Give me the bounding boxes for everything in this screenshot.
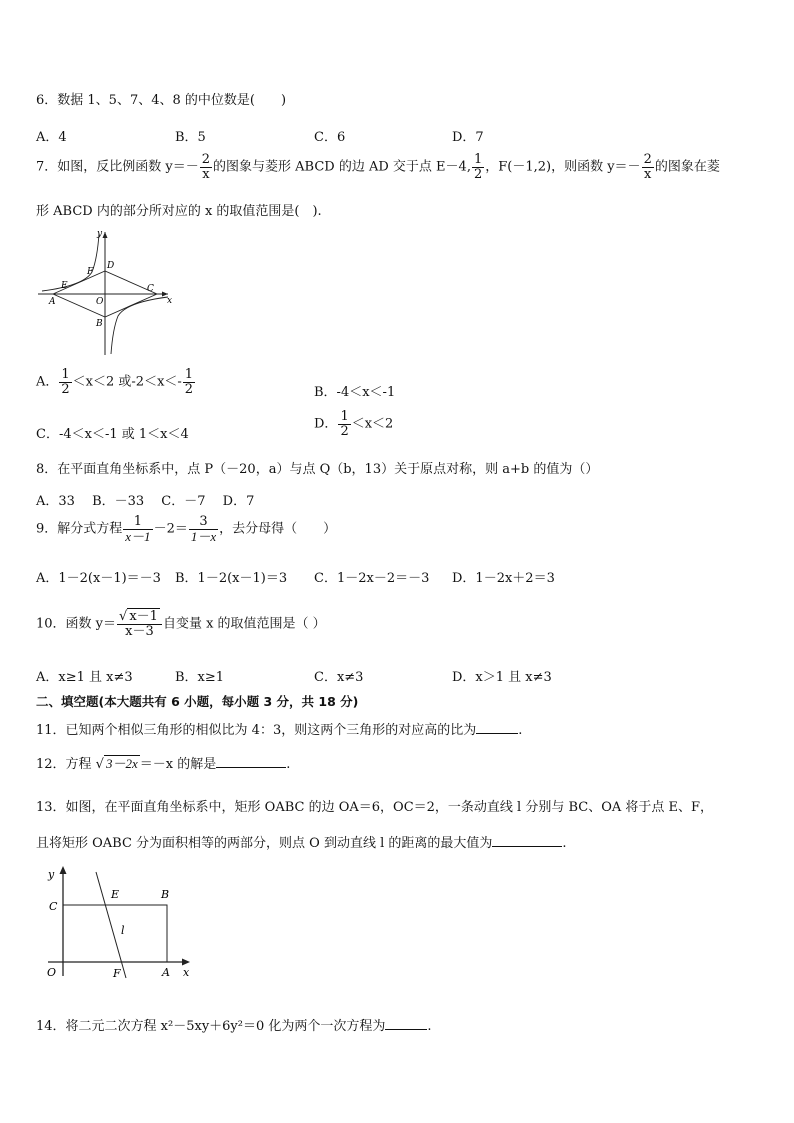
q14-stem: 14．将二元二次方程 x²－5xy＋6y²＝0 化为两个一次方程为 .	[36, 1019, 432, 1034]
q10-option-b: B．x≥1	[175, 670, 225, 685]
q13-answer-blank	[492, 846, 562, 847]
q13-fig-label-f: F	[113, 967, 121, 980]
q13-fig-label-b: B	[161, 888, 170, 901]
q11-stem: 11．已知两个相似三角形的相似比为 4：3，则这两个三角形的对应高的比为 .	[36, 723, 523, 738]
q13-stem-line1: 13．如图，在平面直角坐标系中，矩形 OABC 的边 OA＝6，OC＝2，一条动直线 l 分别与 BC、OA 将于点 E、F，	[36, 800, 714, 815]
q6-option-c: C．6	[314, 130, 346, 145]
q7-option-a: A． $\frac{1}{2}$ ＜x＜2 或-2＜x＜- $\frac{1}{2}$	[36, 367, 194, 397]
q7-option-d: D． $\frac{1}{2}$ ＜x＜2	[314, 409, 394, 439]
q12-stem: 12．方程 √ 3－2x ＝－x 的解是 .	[36, 756, 291, 772]
q9-option-d: D．1－2x＋2＝3	[452, 571, 555, 586]
q13-fig-label-e: E	[111, 888, 120, 901]
q7-fraction-half: $\frac{1}{2}$	[473, 152, 483, 182]
q13-fig-label-a: A	[162, 966, 170, 979]
q7-fig-label-f: F	[87, 267, 94, 277]
q13-fig-label-o: O	[47, 966, 57, 979]
q7-fraction-2: $\frac{2}{x}$	[643, 152, 652, 182]
q11-answer-blank	[476, 733, 518, 734]
q7-fig-label-y: y	[97, 229, 103, 239]
q10-option-d: D．x＞1 且 x≠3	[452, 670, 552, 685]
q13-fig-label-l: l	[121, 924, 125, 937]
q7-fig-label-o: O	[96, 297, 104, 307]
q7-stem: 7．如图，反比例函数 y＝－ $\frac{2}{x}$ 的图象与菱形 ABCD 的边 AD 交于点 E－4, $\frac{1}{2}$ ，F(－1,2)，则函数 y＝－ $\frac{2}{x}$ 的图象在菱	[36, 152, 720, 182]
q6-option-a: A．4	[36, 130, 67, 145]
q7-figure	[36, 228, 176, 356]
q6-option-d: D．7	[452, 130, 484, 145]
q10-option-a: A．x≥1 且 x≠3	[36, 670, 133, 685]
q10-stem: 10．函数 y＝ $\frac{√ x-1}{x-3}$ 自变量 x 的取值范围是（ ）	[36, 609, 326, 639]
q7-stem-line2: 形 ABCD 内的部分所对应的 x 的取值范围是( ).	[36, 204, 322, 219]
q7-fraction-1: $\frac{2}{x}$	[201, 152, 211, 182]
q7-fig-label-a: A	[49, 297, 56, 307]
q7-fig-label-b: B	[96, 319, 103, 329]
q13-stem-line2: 且将矩形 OABC 分为面积相等的两部分，则点 O 到动直线 l 的距离的最大值为 .	[36, 836, 567, 851]
q7-fig-label-d: D	[107, 261, 115, 271]
q13-fig-label-y: y	[48, 868, 55, 881]
q9-option-b: B．1－2(x－1)＝3	[175, 571, 288, 586]
q9-stem: 9．解分式方程 $\frac{1}{x-1}$ －2＝ $\frac{3}{1-x}$ ，去分母得（ ）	[36, 514, 337, 544]
q7-fig-label-e: E	[61, 281, 68, 291]
q7-fig-label-x: x	[167, 296, 173, 306]
q7-option-b: B．-4＜x＜-1	[314, 385, 396, 400]
q13-fig-label-c: C	[49, 900, 58, 913]
q9-option-c: C．1－2x－2＝－3	[314, 571, 430, 586]
q13-fig-label-x: x	[183, 966, 190, 979]
q12-answer-blank	[216, 767, 286, 768]
q10-option-c: C．x≠3	[314, 670, 364, 685]
section-2-heading: 二、填空题(本大题共有 6 小题，每小题 3 分，共 18 分)	[36, 694, 359, 709]
q7-fig-label-c: C	[147, 284, 154, 294]
q13-figure	[40, 864, 200, 980]
q8-stem: 8．在平面直角坐标系中，点 P（－20，a）与点 Q（b，13）关于原点对称，则 a+b 的值为（）	[36, 462, 599, 477]
q14-answer-blank	[385, 1029, 427, 1030]
q6-stem: 6．数据 1、5、7、4、8 的中位数是( )	[36, 93, 287, 108]
q6-option-b: B．5	[175, 130, 206, 145]
q7-option-c: C．-4＜x＜-1 或 1＜x＜4	[36, 427, 189, 442]
q8-options: A．33 B．－33 C．－7 D．7	[36, 494, 255, 509]
q9-option-a: A．1－2(x－1)＝－3	[36, 571, 161, 586]
